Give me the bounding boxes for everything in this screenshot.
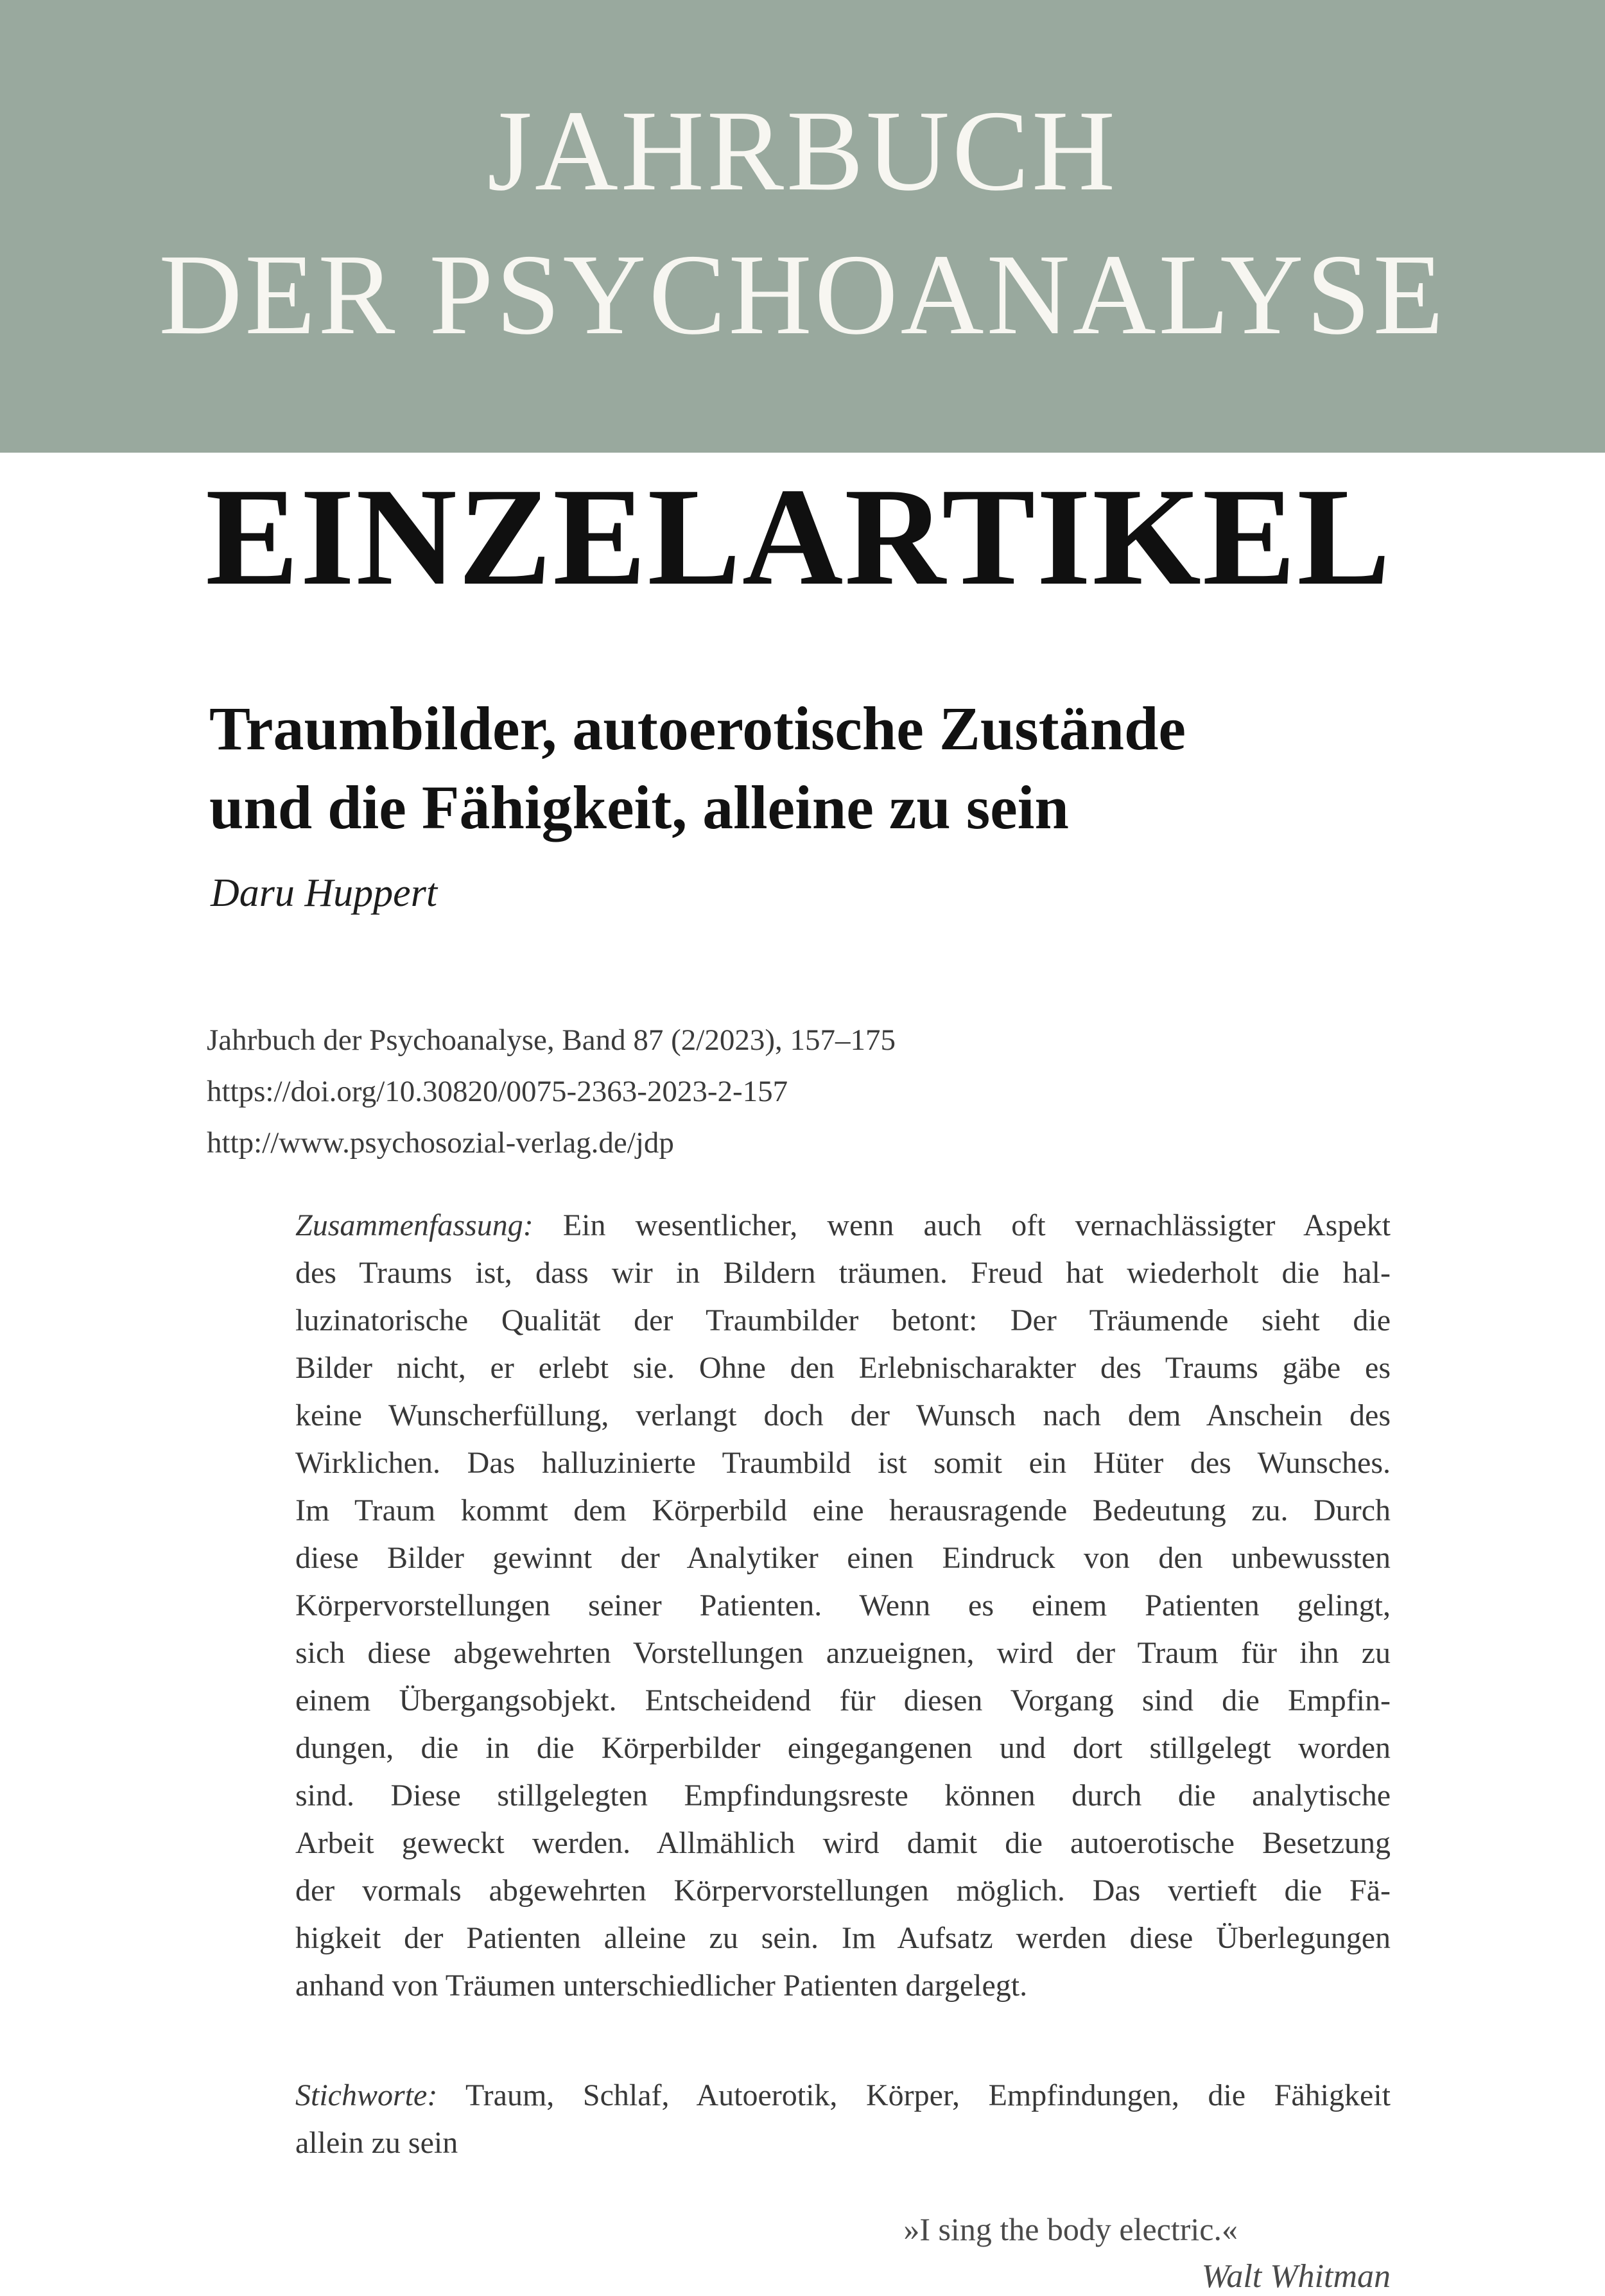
abstract-line: einem Übergangsobjekt. Entscheidend für diesen Vorgang sind die Empfin- <box>295 1683 1391 1718</box>
article-title <box>209 689 1186 847</box>
keywords-label: Stichworte: <box>295 2078 438 2112</box>
keywords-first-line <box>295 2072 1391 2119</box>
abstract-line: anhand von Träumen unterschiedlicher Patienten dargelegt. <box>295 1969 1028 2003</box>
abstract-line: Im Traum kommt dem Körperbild eine herausragende Bedeutung zu. Durch <box>295 1493 1391 1527</box>
citation-reference: Jahrbuch der Psychoanalyse, Band 87 (2/2023), 157–175 <box>207 1023 896 1057</box>
abstract-line: Bilder nicht, er erlebt sie. Ohne den Erlebnischarakter des Traums gäbe es <box>295 1351 1391 1385</box>
section-heading: EINZELARTIKEL <box>205 460 1392 614</box>
doi-link[interactable]: https://doi.org/10.30820/0075-2363-2023-2-157 <box>207 1075 788 1108</box>
keywords-second-line: allein zu sein <box>295 2126 458 2160</box>
journal-masthead <box>0 0 1605 453</box>
abstract-line: sind. Diese stillgelegten Empfindungsreste können durch die analytische <box>295 1779 1391 1813</box>
journal-name-line2: DER PSYCHOANALYSE <box>159 230 1446 358</box>
article-title-line2: und die Fähigkeit, alleine zu sein <box>209 773 1069 842</box>
abstract-line: der vormals abgewehrten Körpervorstellungen möglich. Das vertieft die Fä- <box>295 1874 1391 1908</box>
article-title-line1: Traumbilder, autoerotische Zustände <box>209 694 1186 763</box>
epigraph-attribution: Walt Whitman <box>1201 2258 1391 2295</box>
epigraph-quote: »I sing the body electric.« <box>903 2211 1238 2247</box>
abstract-line: higkeit der Patienten alleine zu sein. Im Aufsatz werden diese Überlegungen <box>295 1921 1391 1955</box>
abstract-line: sich diese abgewehrten Vorstellungen anzueignen, wird der Traum für ihn zu <box>295 1636 1391 1670</box>
journal-website-link[interactable]: http://www.psychosozial-verlag.de/jdp <box>207 1126 674 1160</box>
keywords-section <box>295 2072 1391 2167</box>
abstract-line: Wirklichen. Das halluzinierte Traumbild ist somit ein Hüter des Wunsches. <box>295 1446 1391 1480</box>
abstract-label: Zusammenfassung: <box>295 1208 534 1242</box>
abstract-section <box>295 1202 1391 2010</box>
abstract-line: luzinatorische Qualität der Traumbilder betont: Der Träumende sieht die <box>295 1303 1391 1337</box>
abstract-line: Körpervorstellungen seiner Patienten. Wenn es einem Patienten gelingt, <box>295 1588 1391 1622</box>
abstract-lines <box>295 1249 1391 2010</box>
abstract-line: des Traums ist, dass wir in Bildern träumen. Freud hat wiederholt die hal- <box>295 1256 1391 1290</box>
abstract-line: Arbeit geweckt werden. Allmählich wird damit die autoerotische Besetzung <box>295 1826 1391 1860</box>
abstract-line: diese Bilder gewinnt der Analytiker einen Eindruck von den unbewussten <box>295 1541 1391 1575</box>
epigraph <box>295 2210 1391 2296</box>
abstract-line: dungen, die in die Körperbilder eingegangenen und dort stillgelegt worden <box>295 1731 1391 1765</box>
abstract-line: keine Wunscherfüllung, verlangt doch der Wunsch nach dem Anschein des <box>295 1398 1391 1432</box>
article-author: Daru Huppert <box>211 871 438 915</box>
journal-name-line1: JAHRBUCH <box>487 87 1118 214</box>
abstract-first-line <box>295 1202 1391 1249</box>
keywords-first-line-text: Traum, Schlaf, Autoerotik, Körper, Empfindungen, die Fähigkeit <box>465 2078 1391 2112</box>
citation-block <box>207 1014 896 1169</box>
abstract-first-line-text: Ein wesentlicher, wenn auch oft vernachlässigter Aspekt <box>562 1208 1391 1242</box>
